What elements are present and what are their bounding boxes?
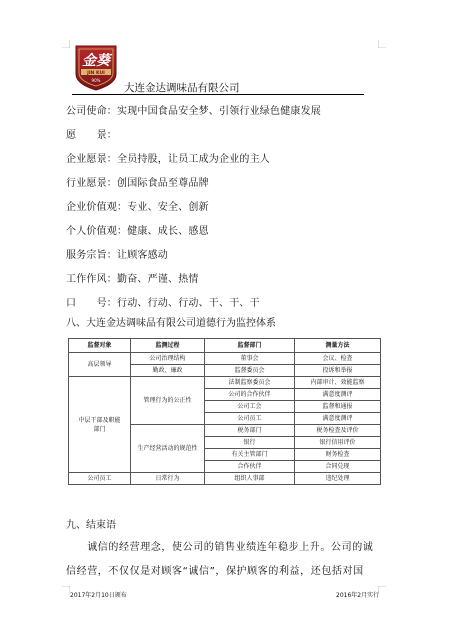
monitoring-table (68, 338, 381, 485)
column-header: 测量方法 (295, 339, 381, 353)
culture-line-vision (66, 126, 117, 141)
culture-line-work-style (66, 270, 199, 285)
culture-text: 让顾客感动 (117, 250, 168, 261)
dept-cell: 法制监察委员会 (205, 377, 295, 389)
dept-cell: 公司员工 (205, 413, 295, 425)
table-row (69, 353, 381, 365)
method-cell: 税务检查及评价 (295, 425, 381, 437)
header-rule (72, 94, 364, 95)
dept-cell: 董事会 (205, 353, 295, 365)
section-8-title: 八、大连金达调味品有限公司道德行为监控体系 (66, 318, 276, 329)
dept-cell: 税务部门 (205, 425, 295, 437)
culture-label: 口 号： (66, 298, 117, 309)
culture-line-slogan (66, 294, 260, 309)
culture-label: 企业愿景： (66, 154, 117, 165)
dept-cell: 有关主管部门 (205, 449, 295, 461)
method-cell: 内部审计、效能监察 (295, 377, 381, 389)
culture-line-industry-vision (66, 174, 209, 189)
method-cell: 财务检查 (295, 449, 381, 461)
footer-issue-date: 2017年2月10日颁布 (70, 592, 127, 599)
dept-cell: 公司的合作伙伴 (205, 389, 295, 401)
corner-mark-bottom-left (62, 586, 70, 594)
column-header: 监测过程 (131, 339, 205, 353)
culture-text: 勤奋、严谨、热情 (117, 274, 199, 285)
svg-text:金葵: 金葵 (82, 53, 110, 69)
culture-text: 健康、成长、感恩 (127, 226, 209, 237)
culture-label: 公司使命： (66, 106, 117, 117)
column-header: 监督对象 (69, 339, 131, 353)
corner-mark-top-right (378, 40, 386, 48)
subject-cell: 高层领导 (69, 353, 131, 377)
closing-paragraph-line: 信经营，不仅仅是对顾客“诚信”，保护顾客的利益，还包括对国 (66, 566, 364, 577)
dept-cell: 公司工会 (205, 401, 295, 413)
corner-mark-bottom-right (378, 586, 386, 594)
method-cell: 满意度测评 (295, 413, 381, 425)
table-row (69, 473, 381, 485)
process-cell: 管理行为的公正性 (131, 377, 205, 425)
process-cell: 勤政、廉政 (131, 365, 205, 377)
svg-text:90%: 90% (91, 78, 101, 83)
process-cell: 生产经营活动的规范性 (131, 425, 205, 473)
company-name-header: 大连金达调味品有限公司 (124, 82, 240, 94)
method-cell: 银行信用评价 (295, 437, 381, 449)
culture-label: 企业价值观： (66, 202, 128, 213)
culture-text: 行动、行动、行动、干、干、干 (117, 298, 260, 309)
dept-cell: 监督委员会 (205, 365, 295, 377)
culture-text: 全员持股，让员工成为企业的主人 (117, 154, 270, 165)
subject-cell: 公司员工 (69, 473, 131, 485)
closing-paragraph-line: 诚信的经营理念，使公司的销售业绩连年稳步上升。公司的诚 (66, 542, 374, 553)
culture-label: 工作作风： (66, 274, 117, 285)
culture-line-personal-values (66, 222, 209, 237)
table-header-row (69, 339, 381, 353)
process-cell: 日常行为 (131, 473, 205, 485)
subject-cell: 中层干部及职能部门 (69, 377, 131, 473)
process-cell: 公司治理结构 (131, 353, 205, 365)
column-header: 监督部门 (205, 339, 295, 353)
corner-mark-top-left (62, 40, 70, 48)
table-row (69, 377, 381, 389)
company-logo (70, 40, 122, 92)
culture-label: 行业愿景： (66, 178, 117, 189)
footer-effective-date: 2016年2月实行 (336, 592, 380, 599)
culture-line-service (66, 246, 168, 261)
method-cell: 投诉和举报 (295, 365, 381, 377)
dept-cell: 银行 (205, 437, 295, 449)
culture-line-enterprise-values (66, 198, 209, 213)
culture-label: 愿 景： (66, 130, 117, 141)
culture-text: 专业、安全、创新 (127, 202, 209, 213)
svg-text:JIN KUI: JIN KUI (87, 71, 105, 76)
method-cell: 合同兑现 (295, 461, 381, 473)
dept-cell: 组织人事部 (205, 473, 295, 485)
section-9-title: 九、结束语 (66, 520, 116, 531)
dept-cell: 合作伙伴 (205, 461, 295, 473)
culture-text: 实现中国食品安全梦、引领行业绿色健康发展 (117, 106, 321, 117)
culture-label: 个人价值观： (66, 226, 128, 237)
method-cell: 会议、检查 (295, 353, 381, 365)
method-cell: 满意度测评 (295, 389, 381, 401)
culture-line-enterprise-vision (66, 150, 270, 165)
culture-label: 服务宗旨： (66, 250, 117, 261)
method-cell: 监督和通报 (295, 401, 381, 413)
method-cell: 违纪处理 (295, 473, 381, 485)
culture-line-mission (66, 102, 321, 117)
culture-text: 创国际食品至尊品牌 (117, 178, 209, 189)
